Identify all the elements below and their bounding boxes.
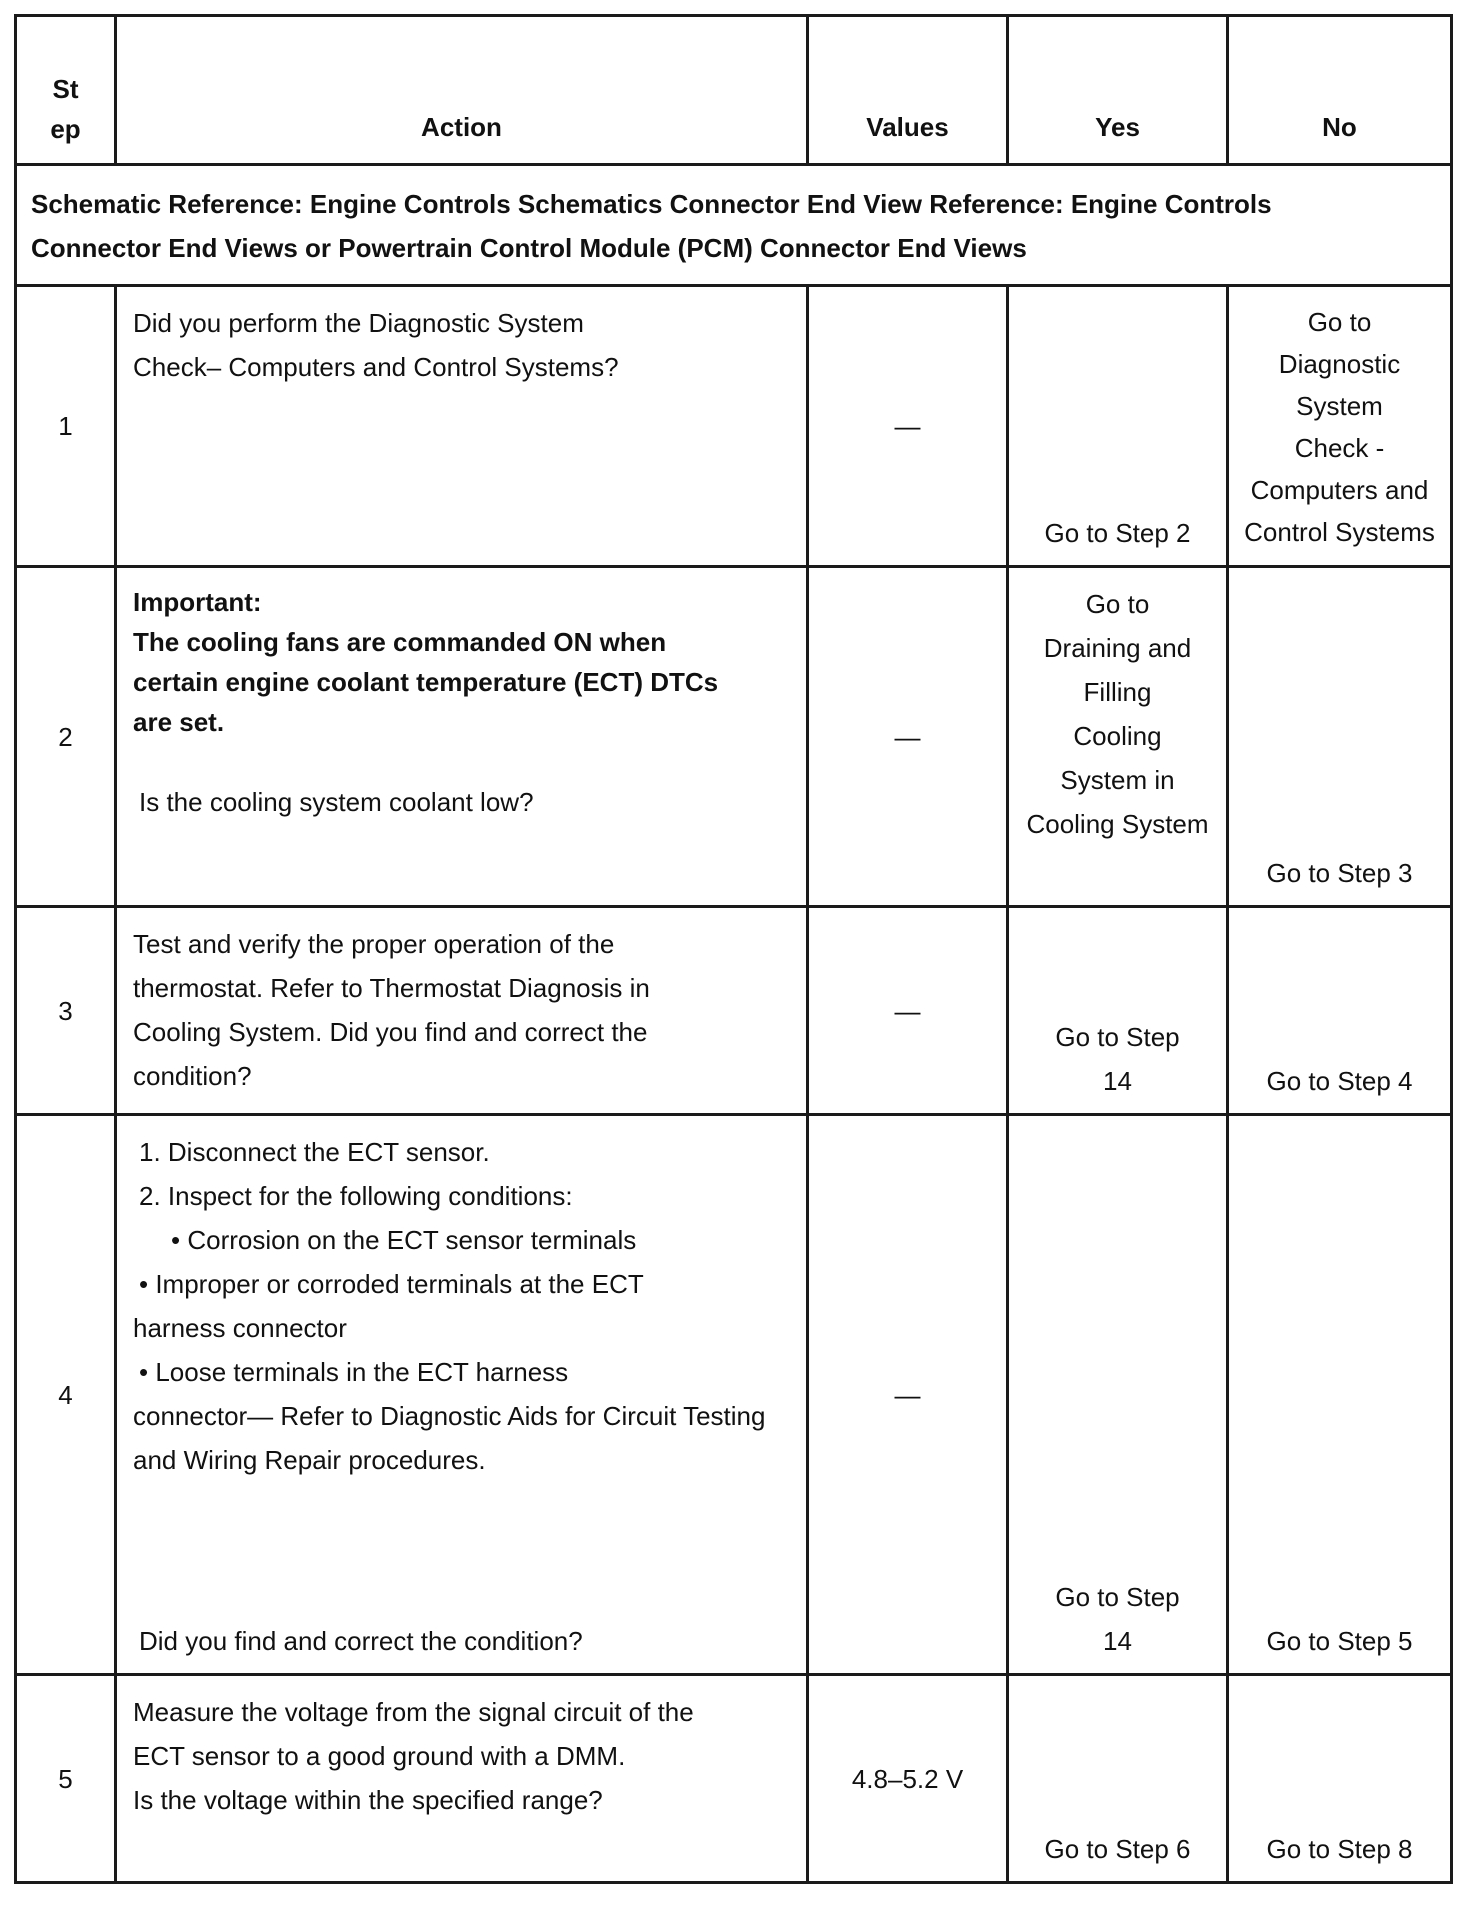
yes-line: Go to	[1085, 589, 1150, 619]
yes-cell	[1009, 287, 1226, 565]
reference-line1: Schematic Reference: Engine Controls Schematics Connector End View Reference: Engine Controls	[31, 189, 1272, 219]
action-cell	[117, 568, 806, 905]
no-line: Computers and	[1250, 475, 1429, 505]
yes-cell[interactable]	[1009, 568, 1226, 905]
no-link[interactable]: Go to Step 5	[1266, 1626, 1413, 1656]
table-row	[16, 1115, 1452, 1675]
value-cell: —	[894, 411, 921, 441]
yes-line: Go to Step	[1055, 1582, 1180, 1612]
step-number: 1	[58, 411, 73, 441]
yes-link[interactable]: Go to Step 2	[1044, 518, 1191, 548]
action-cell	[117, 1116, 806, 1673]
yes-line: 14	[1103, 1626, 1132, 1656]
table-row	[16, 907, 1452, 1115]
important-line: are set.	[133, 707, 225, 737]
no-line: System	[1296, 391, 1383, 421]
yes-line: Draining and	[1043, 633, 1192, 663]
yes-link[interactable]: Go to Step 6	[1044, 1834, 1191, 1864]
yes-cell[interactable]	[1009, 1116, 1226, 1673]
action-cell	[117, 908, 806, 1113]
header-step-line1: St	[52, 74, 79, 104]
action-question: Is the cooling system coolant low?	[139, 787, 534, 817]
no-line: Control Systems	[1244, 517, 1435, 547]
yes-line: 14	[1103, 1066, 1132, 1096]
no-link[interactable]: Go to Step 8	[1266, 1834, 1413, 1864]
important-line: The cooling fans are commanded ON when	[133, 627, 667, 657]
table-row	[16, 567, 1452, 907]
action-question: Did you find and correct the condition?	[139, 1626, 583, 1656]
yes-line: Cooling System	[1026, 809, 1209, 839]
action-cell	[117, 287, 806, 565]
action-line: Did you perform the Diagnostic System	[133, 308, 584, 338]
no-line: Check -	[1294, 433, 1385, 463]
diagnostic-table	[14, 14, 1453, 1884]
list-item: harness connector	[133, 1313, 347, 1343]
list-item: 2. Inspect for the following conditions:	[139, 1181, 573, 1211]
action-line: Check– Computers and Control Systems?	[133, 352, 619, 382]
header-action: Action	[116, 16, 808, 165]
important-label: Important:	[133, 587, 262, 617]
no-cell	[1229, 1676, 1450, 1881]
header-yes: Yes	[1008, 16, 1228, 165]
no-cell	[1229, 1116, 1450, 1673]
list-item: • Loose terminals in the ECT harness	[139, 1357, 569, 1387]
yes-line: System in	[1060, 765, 1175, 795]
reference-row	[16, 165, 1452, 286]
value-cell: —	[894, 995, 921, 1026]
no-cell	[1229, 908, 1450, 1113]
value-cell: —	[894, 1379, 921, 1410]
step-number: 3	[58, 995, 73, 1026]
action-line: condition?	[133, 1061, 252, 1091]
list-item: and Wiring Repair procedures.	[133, 1445, 486, 1475]
yes-cell	[1009, 1676, 1226, 1881]
action-cell	[117, 1676, 806, 1881]
reference-line2: Connector End Views or Powertrain Control Module (PCM) Connector End Views	[31, 233, 1027, 263]
step-number: 5	[58, 1763, 73, 1794]
no-line: Go to	[1307, 307, 1372, 337]
step-number: 4	[58, 1379, 73, 1410]
no-cell	[1229, 568, 1450, 905]
value-cell: —	[894, 721, 921, 752]
list-item: • Corrosion on the ECT sensor terminals	[171, 1225, 637, 1255]
action-line: Measure the voltage from the signal circuit of the	[133, 1697, 694, 1727]
action-line: Is the voltage within the specified range?	[133, 1785, 603, 1815]
list-item: 1. Disconnect the ECT sensor.	[139, 1137, 490, 1167]
no-line: Diagnostic	[1278, 349, 1401, 379]
header-step-line2: ep	[50, 114, 81, 144]
action-line: ECT sensor to a good ground with a DMM.	[133, 1741, 626, 1771]
no-cell[interactable]	[1229, 287, 1450, 565]
table-row	[16, 1675, 1452, 1883]
yes-line: Go to Step	[1055, 1022, 1180, 1052]
yes-line: Filling	[1083, 677, 1152, 707]
action-line: Cooling System. Did you find and correct the	[133, 1017, 648, 1047]
list-item: connector— Refer to Diagnostic Aids for Circuit Testing	[133, 1401, 766, 1431]
yes-cell[interactable]	[1009, 908, 1226, 1113]
no-link[interactable]: Go to Step 4	[1266, 1066, 1413, 1096]
action-line: thermostat. Refer to Thermostat Diagnosis in	[133, 973, 650, 1003]
no-link[interactable]: Go to Step 3	[1266, 858, 1413, 888]
yes-line: Cooling	[1073, 721, 1162, 751]
action-line: Test and verify the proper operation of the	[133, 929, 615, 959]
list-item: • Improper or corroded terminals at the ECT	[139, 1269, 644, 1299]
table-row	[16, 286, 1452, 567]
step-number: 2	[58, 721, 73, 752]
value-cell: 4.8–5.2 V	[851, 1763, 964, 1794]
schematic-reference	[16, 165, 1452, 286]
important-line: certain engine coolant temperature (ECT) DTCs	[133, 667, 719, 697]
header-row	[16, 16, 1452, 165]
header-values: Values	[808, 16, 1008, 165]
header-step	[16, 16, 116, 165]
header-no: No	[1228, 16, 1452, 165]
